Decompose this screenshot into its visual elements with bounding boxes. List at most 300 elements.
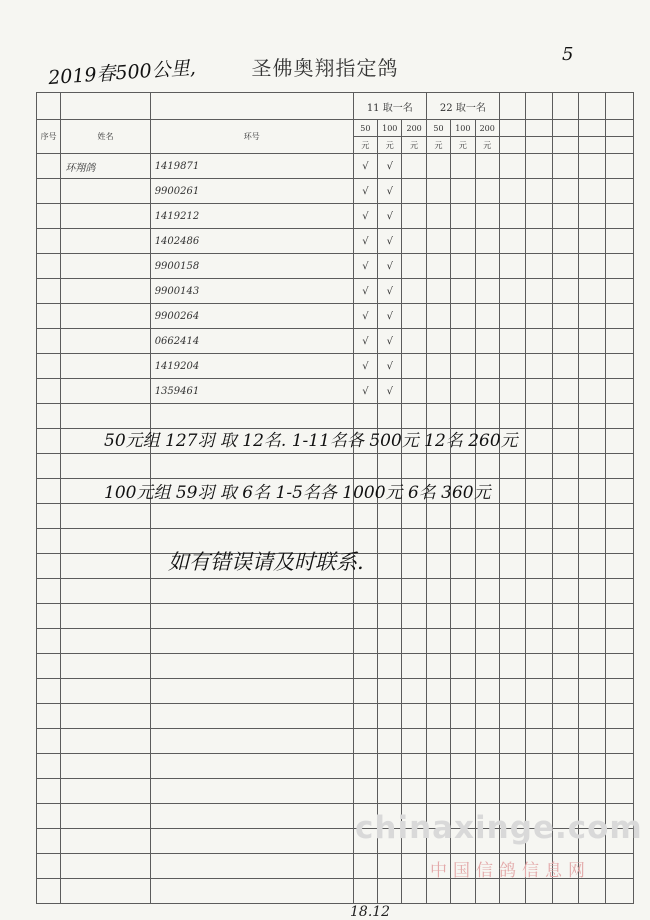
table-cell — [451, 554, 475, 579]
table-cell — [150, 879, 353, 904]
table-cell — [605, 704, 634, 729]
table-cell — [37, 879, 61, 904]
entry-ring-number: 9900158 — [150, 254, 353, 279]
table-cell — [552, 754, 578, 779]
table-cell — [402, 779, 426, 804]
table-cell — [150, 679, 353, 704]
table-cell — [526, 529, 552, 554]
table-cell — [37, 654, 61, 679]
table-cell — [499, 779, 525, 804]
watermark-site-name: 中国信鸽信息网 — [430, 861, 591, 881]
table-cell — [451, 304, 475, 329]
table-cell — [499, 554, 525, 579]
table-row — [37, 154, 634, 179]
table-cell — [402, 179, 426, 204]
table-cell — [579, 354, 605, 379]
table-cell — [402, 254, 426, 279]
table-row — [37, 179, 634, 204]
table-cell — [605, 579, 634, 604]
table-cell — [499, 254, 525, 279]
amount-header: 100 — [378, 120, 402, 137]
table-cell — [526, 204, 552, 229]
entry-ring-number: 1359461 — [150, 379, 353, 404]
table-cell — [499, 229, 525, 254]
table-cell — [605, 354, 634, 379]
table-cell — [579, 704, 605, 729]
table-cell — [150, 754, 353, 779]
table-cell — [61, 779, 150, 804]
entry-ring-number: 1402486 — [150, 229, 353, 254]
table-row — [37, 754, 634, 779]
table-cell — [378, 654, 402, 679]
table-cell — [426, 629, 450, 654]
entry-name: 环翔鸽 — [61, 154, 150, 179]
table-cell — [526, 404, 552, 429]
table-cell — [426, 879, 450, 904]
table-cell — [499, 654, 525, 679]
table-cell — [451, 454, 475, 479]
table-cell — [37, 179, 61, 204]
table-cell — [475, 629, 499, 654]
table-cell — [426, 504, 450, 529]
table-cell — [402, 229, 426, 254]
table-cell — [378, 679, 402, 704]
table-cell — [526, 379, 552, 404]
table-row — [37, 679, 634, 704]
table-cell — [402, 304, 426, 329]
table-cell — [475, 554, 499, 579]
table-cell — [605, 679, 634, 704]
table-cell — [150, 704, 353, 729]
check-mark-100: √ — [378, 154, 402, 179]
table-cell — [475, 754, 499, 779]
table-cell — [402, 729, 426, 754]
form-title: 圣佛奥翔指定鸽 — [251, 56, 399, 80]
table-cell — [499, 879, 525, 904]
table-cell — [526, 554, 552, 579]
table-cell — [451, 579, 475, 604]
table-cell — [150, 829, 353, 854]
table-cell — [451, 254, 475, 279]
table-cell — [526, 504, 552, 529]
table-cell — [150, 804, 353, 829]
table-cell — [579, 137, 605, 154]
table-cell — [426, 754, 450, 779]
table-cell — [37, 629, 61, 654]
table-cell — [451, 354, 475, 379]
table-cell — [475, 729, 499, 754]
table-cell — [150, 454, 353, 479]
table-cell — [150, 629, 353, 654]
remark-line-2: 100元组 59羽 取 6名 1-5名各 1000元 6名 360元 — [104, 483, 491, 503]
amount-header: 100 — [451, 120, 475, 137]
table-cell — [61, 829, 150, 854]
entry-name — [61, 279, 150, 304]
table-cell — [61, 454, 150, 479]
table-cell — [475, 779, 499, 804]
table-cell — [552, 204, 578, 229]
table-cell — [402, 579, 426, 604]
table-cell — [402, 879, 426, 904]
table-cell — [353, 879, 377, 904]
table-cell — [353, 654, 377, 679]
table-cell — [605, 120, 634, 137]
table-cell — [37, 579, 61, 604]
table-cell — [451, 679, 475, 704]
unit-header: 元 — [353, 137, 377, 154]
table-cell — [475, 579, 499, 604]
table-cell — [426, 529, 450, 554]
table-cell — [451, 179, 475, 204]
table-cell — [526, 579, 552, 604]
table-cell — [499, 354, 525, 379]
table-cell — [552, 279, 578, 304]
table-cell — [605, 454, 634, 479]
table-cell — [353, 604, 377, 629]
check-mark-100: √ — [378, 204, 402, 229]
table-cell — [552, 729, 578, 754]
table-cell — [605, 779, 634, 804]
watermark-domain: chinaxinge.com — [355, 810, 643, 846]
table-cell — [378, 729, 402, 754]
table-cell — [499, 579, 525, 604]
table-cell — [353, 704, 377, 729]
entry-name — [61, 179, 150, 204]
table-cell — [402, 754, 426, 779]
check-mark-50: √ — [353, 254, 377, 279]
table-cell — [552, 529, 578, 554]
table-cell — [475, 529, 499, 554]
table-cell — [579, 654, 605, 679]
table-cell — [475, 154, 499, 179]
table-cell — [451, 654, 475, 679]
table-cell — [579, 604, 605, 629]
table-cell — [426, 379, 450, 404]
entry-name — [61, 229, 150, 254]
check-mark-50: √ — [353, 279, 377, 304]
table-cell — [61, 729, 150, 754]
table-cell — [61, 604, 150, 629]
table-cell — [353, 454, 377, 479]
table-cell — [451, 529, 475, 554]
table-cell — [605, 204, 634, 229]
table-cell — [526, 354, 552, 379]
table-cell — [451, 629, 475, 654]
table-cell — [402, 204, 426, 229]
table-cell — [526, 704, 552, 729]
table-cell — [605, 654, 634, 679]
table-cell — [451, 729, 475, 754]
amount-header: 200 — [475, 120, 499, 137]
table-cell — [605, 154, 634, 179]
check-mark-50: √ — [353, 229, 377, 254]
table-cell — [150, 579, 353, 604]
table-cell — [579, 479, 605, 504]
table-cell — [426, 454, 450, 479]
table-cell — [426, 329, 450, 354]
table-cell — [451, 779, 475, 804]
table-cell — [402, 654, 426, 679]
table-cell — [150, 729, 353, 754]
table-cell — [526, 120, 552, 137]
table-cell — [475, 879, 499, 904]
remark-line-1: 50元组 127羽 取 12名. 1-11名各 500元 12名 260元 — [104, 431, 518, 451]
table-cell — [426, 554, 450, 579]
table-cell — [426, 254, 450, 279]
table-cell — [526, 679, 552, 704]
table-cell — [353, 754, 377, 779]
table-cell — [475, 604, 499, 629]
table-cell — [426, 204, 450, 229]
table-cell — [451, 754, 475, 779]
table-cell — [552, 120, 578, 137]
table-cell — [378, 604, 402, 629]
table-cell — [499, 93, 525, 120]
table-cell — [605, 329, 634, 354]
table-cell — [426, 604, 450, 629]
table-cell — [426, 404, 450, 429]
table-cell — [426, 679, 450, 704]
table-cell — [552, 179, 578, 204]
table-cell — [526, 879, 552, 904]
table-cell — [378, 529, 402, 554]
table-cell — [402, 404, 426, 429]
table-cell — [579, 379, 605, 404]
table-cell — [499, 604, 525, 629]
table-cell — [605, 379, 634, 404]
table-cell — [526, 229, 552, 254]
table-cell — [475, 704, 499, 729]
entry-name — [61, 354, 150, 379]
table-cell — [605, 604, 634, 629]
table-row — [37, 729, 634, 754]
table-cell — [475, 404, 499, 429]
table-cell — [426, 579, 450, 604]
table-cell — [552, 404, 578, 429]
table-cell — [426, 704, 450, 729]
table-cell — [37, 93, 61, 120]
table-cell — [61, 93, 150, 120]
handwritten-page-mark: 5 — [562, 44, 574, 65]
table-cell — [37, 529, 61, 554]
table-cell — [402, 679, 426, 704]
table-cell — [552, 479, 578, 504]
table-cell — [378, 629, 402, 654]
table-cell — [552, 137, 578, 154]
table-cell — [37, 429, 61, 454]
table-cell — [579, 229, 605, 254]
table-cell — [526, 279, 552, 304]
check-mark-100: √ — [378, 304, 402, 329]
table-cell — [451, 379, 475, 404]
table-cell — [552, 379, 578, 404]
table-cell — [150, 854, 353, 879]
table-cell — [451, 504, 475, 529]
check-mark-50: √ — [353, 304, 377, 329]
table-cell — [605, 229, 634, 254]
table-cell — [605, 879, 634, 904]
entry-name — [61, 304, 150, 329]
table-row — [37, 704, 634, 729]
table-cell — [579, 729, 605, 754]
table-row — [37, 254, 634, 279]
table-cell — [499, 137, 525, 154]
table-cell — [451, 279, 475, 304]
table-cell — [579, 329, 605, 354]
table-cell — [552, 554, 578, 579]
table-cell — [37, 479, 61, 504]
table-cell — [426, 304, 450, 329]
table-cell — [475, 504, 499, 529]
table-cell — [605, 304, 634, 329]
table-cell — [378, 579, 402, 604]
entry-ring-number: 0662414 — [150, 329, 353, 354]
table-cell — [499, 329, 525, 354]
table-cell — [499, 679, 525, 704]
table-cell — [526, 154, 552, 179]
table-cell — [353, 579, 377, 604]
entry-name — [61, 379, 150, 404]
table-cell — [475, 379, 499, 404]
table-cell — [475, 354, 499, 379]
table-cell — [426, 229, 450, 254]
table-cell — [526, 729, 552, 754]
table-cell — [37, 204, 61, 229]
table-cell — [426, 729, 450, 754]
table-cell — [378, 879, 402, 904]
table-cell — [579, 304, 605, 329]
table-cell — [552, 329, 578, 354]
table-cell — [526, 654, 552, 679]
table-cell — [426, 354, 450, 379]
table-cell — [499, 379, 525, 404]
remark-line-3: 如有错误请及时联系. — [168, 550, 364, 574]
table-cell — [353, 404, 377, 429]
table-row — [37, 654, 634, 679]
check-mark-50: √ — [353, 154, 377, 179]
table-cell — [150, 779, 353, 804]
table-cell — [579, 754, 605, 779]
table-cell — [475, 204, 499, 229]
table-row — [37, 304, 634, 329]
table-cell — [605, 137, 634, 154]
table-cell — [526, 454, 552, 479]
table-cell — [579, 93, 605, 120]
table-cell — [499, 504, 525, 529]
table-cell — [150, 504, 353, 529]
entry-ring-number: 9900261 — [150, 179, 353, 204]
table-cell — [37, 804, 61, 829]
table-cell — [402, 704, 426, 729]
table-cell — [605, 279, 634, 304]
table-cell — [378, 704, 402, 729]
table-cell — [37, 254, 61, 279]
table-cell — [451, 229, 475, 254]
table-cell — [552, 254, 578, 279]
header-row-groups — [37, 93, 634, 120]
table-row — [37, 204, 634, 229]
table-cell — [579, 554, 605, 579]
check-mark-100: √ — [378, 354, 402, 379]
table-cell — [378, 454, 402, 479]
table-cell — [353, 504, 377, 529]
table-cell — [61, 404, 150, 429]
table-cell — [605, 504, 634, 529]
table-cell — [499, 120, 525, 137]
table-cell — [37, 379, 61, 404]
table-cell — [402, 554, 426, 579]
table-row — [37, 354, 634, 379]
table-cell — [402, 154, 426, 179]
unit-header: 元 — [475, 137, 499, 154]
table-cell — [402, 854, 426, 879]
table-cell — [526, 93, 552, 120]
table-cell — [37, 754, 61, 779]
table-cell — [552, 604, 578, 629]
table-cell — [451, 154, 475, 179]
table-cell — [378, 404, 402, 429]
table-cell — [37, 679, 61, 704]
table-cell — [402, 454, 426, 479]
table-cell — [499, 454, 525, 479]
table-cell — [37, 779, 61, 804]
table-cell — [426, 154, 450, 179]
table-cell — [37, 554, 61, 579]
table-cell — [37, 854, 61, 879]
table-cell — [526, 304, 552, 329]
table-cell — [402, 629, 426, 654]
table-cell — [526, 329, 552, 354]
table-cell — [37, 354, 61, 379]
table-cell — [499, 179, 525, 204]
table-cell — [579, 404, 605, 429]
table-cell — [150, 654, 353, 679]
table-cell — [579, 779, 605, 804]
table-cell — [499, 279, 525, 304]
table-cell — [475, 679, 499, 704]
table-cell — [451, 404, 475, 429]
table-cell — [499, 729, 525, 754]
table-cell — [499, 479, 525, 504]
table-cell — [475, 654, 499, 679]
handwritten-race-note: 2019春500公里, — [47, 56, 197, 90]
table-row — [37, 329, 634, 354]
table-cell — [451, 879, 475, 904]
table-cell — [353, 779, 377, 804]
table-cell — [378, 854, 402, 879]
table-cell — [402, 279, 426, 304]
table-cell — [552, 629, 578, 654]
table-cell — [61, 679, 150, 704]
table-cell — [499, 529, 525, 554]
check-mark-50: √ — [353, 379, 377, 404]
table-cell — [402, 504, 426, 529]
table-cell — [37, 279, 61, 304]
table-cell — [378, 779, 402, 804]
table-cell — [499, 629, 525, 654]
table-cell — [378, 504, 402, 529]
check-mark-100: √ — [378, 279, 402, 304]
table-cell — [499, 704, 525, 729]
table-cell — [451, 704, 475, 729]
table-cell — [61, 804, 150, 829]
table-cell — [605, 429, 634, 454]
table-cell — [526, 254, 552, 279]
table-cell — [605, 529, 634, 554]
footer-handwritten-note: 18.12 — [350, 904, 391, 920]
table-cell — [605, 254, 634, 279]
table-cell — [475, 179, 499, 204]
